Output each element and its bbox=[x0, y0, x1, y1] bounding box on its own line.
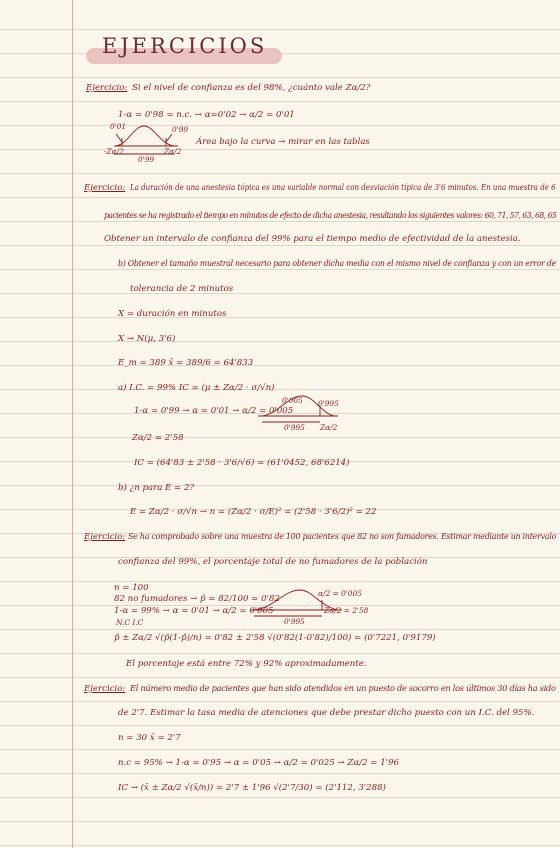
ex3-fig-z: Zα/2 = 2'58 bbox=[324, 606, 369, 615]
ex4-n: n = 30 x̄ = 2'7 bbox=[118, 733, 181, 743]
ex1-step: 1-α = 0'98 = n.c. → α=0'02 → α/2 = 0'01 bbox=[118, 110, 295, 120]
ex2-a-head: a) I.C. = 99% IC = (μ ± Zα/2 · σ/√n) bbox=[118, 383, 275, 393]
ex2-a-step: 1-α = 0'99 → α = 0'01 → α/2 = 0'005 bbox=[134, 406, 294, 416]
ex3-formula: p̂ ± Zα/2 √(p̂(1-p̂)/n) = 0'82 ± 2'58 √(0'82(1-0'82)/100) = (0'7221, 0'9179) bbox=[114, 633, 436, 643]
ex2-b-head: b) ¿n para E = 2? bbox=[118, 483, 195, 493]
ex1-note: Área bajo la curva → mirar en las tablas bbox=[196, 137, 370, 147]
ex2-fig-b: 0'995 bbox=[318, 399, 339, 408]
ex1-question: Si el nivel de confianza es del 98%, ¿cuánto vale Zα/2? bbox=[132, 83, 371, 93]
ex4-line2: de 2'7. Estimar la tasa media de atenciones que debe prestar dicho puesto con un I.C. del 95%. bbox=[118, 708, 535, 718]
ex1-fig-top-left: 0'01 bbox=[110, 122, 127, 131]
ex2-line1: La duración de una anestesia tópica es una variable normal con desviación típica de 3'6 minutos. En una muestra de 6 bbox=[130, 183, 556, 193]
ex2-ic: IC = (64'83 ± 2'58 · 3'6/√6) = (61'0452, 68'6214) bbox=[134, 458, 350, 468]
ex4-line1: El número medio de pacientes que han sido atendidos en un puesto de socorro en los últimos 30 días ha sido bbox=[130, 684, 556, 694]
ex1-fig-z: Zα/2 bbox=[164, 147, 182, 156]
ex2-line3: Obtener un intervalo de confianza del 99% para el tiempo medio de efectividad de la anestesia. bbox=[104, 234, 521, 244]
ex3-fig-a: α/2 = 0'005 bbox=[318, 589, 362, 598]
ex2-line5: tolerancia de 2 minutos bbox=[130, 284, 234, 294]
ex2-fig-a: 0'005 bbox=[282, 396, 303, 405]
ex2-fig-c: 0'995 bbox=[284, 423, 305, 432]
margin-line bbox=[72, 0, 73, 848]
ex3-conclusion: El porcentaje está entre 72% y 92% aproximadamente. bbox=[126, 659, 367, 669]
ex2-line2: pacientes se ha registrado el tiempo en minutos de efecto de dicha anestesia, resultando los siguientes valores: 60, 71, 57, 63, 68, 65 bbox=[104, 210, 557, 220]
ex2-x-def: X = duración en minutos bbox=[118, 309, 227, 319]
ex3-p: 82 no fumadores → p̂ = 82/100 = 0'82 bbox=[114, 594, 280, 604]
ex2-b-calc: E = Zα/2 · σ/√n → n = (Zα/2 · σ/E)² = (2'58 · 3'6/2)² = 22 bbox=[130, 507, 377, 517]
ex2-em: E_m = 389 x̄ = 389/6 = 64'833 bbox=[118, 358, 254, 368]
ex1-fig-bottom: 0'99 bbox=[138, 155, 155, 164]
ex3-line1: Se ha comprobado sobre una muestra de 100 pacientes que 82 no son fumadores. Estimar mediante un intervalo bbox=[128, 532, 557, 542]
ex3-fig-b: 0'995 bbox=[284, 617, 305, 626]
ex2-fig-z: Zα/2 bbox=[320, 423, 338, 432]
ex4-step: n.c = 95% → 1-α = 0'95 → α = 0'05 → α/2 = 0'025 → Zα/2 = 1'96 bbox=[118, 758, 399, 768]
ex2-z-value: Zα/2 = 2'58 bbox=[132, 433, 184, 443]
page-title: EJERCICIOS bbox=[102, 34, 268, 58]
ex3-nc-ic: N.C I.C bbox=[116, 618, 144, 627]
ex2-dist: X → N(μ, 3'6) bbox=[118, 334, 176, 344]
ex2-line4: b) Obtener el tamaño muestral necesario para obtener dicha media con el mismo nivel de confianza y con un error de bbox=[118, 259, 556, 269]
ex3-n: n = 100 bbox=[114, 583, 149, 593]
ex3-line2: confianza del 99%, el porcentaje total de no fumadores de la población bbox=[118, 557, 428, 567]
ex4-ic: IC → (x̄ ± Zα/2 √(x̄/n)) = 2'7 ± 1'96 √(2'7/30) = (2'112, 3'288) bbox=[118, 783, 386, 793]
ex1-label: Ejercicio: bbox=[86, 83, 128, 93]
ex3-label: Ejercicio: bbox=[84, 532, 126, 542]
ex2-label: Ejercicio: bbox=[84, 183, 126, 193]
ex1-fig-neg-z: -Zα/2 bbox=[104, 147, 124, 156]
ex1-fig-top-right: 0'99 bbox=[172, 125, 189, 134]
ex3-step: 1-α = 99% → α = 0'01 → α/2 = 0'005 bbox=[114, 606, 274, 616]
ex4-label: Ejercicio: bbox=[84, 684, 126, 694]
